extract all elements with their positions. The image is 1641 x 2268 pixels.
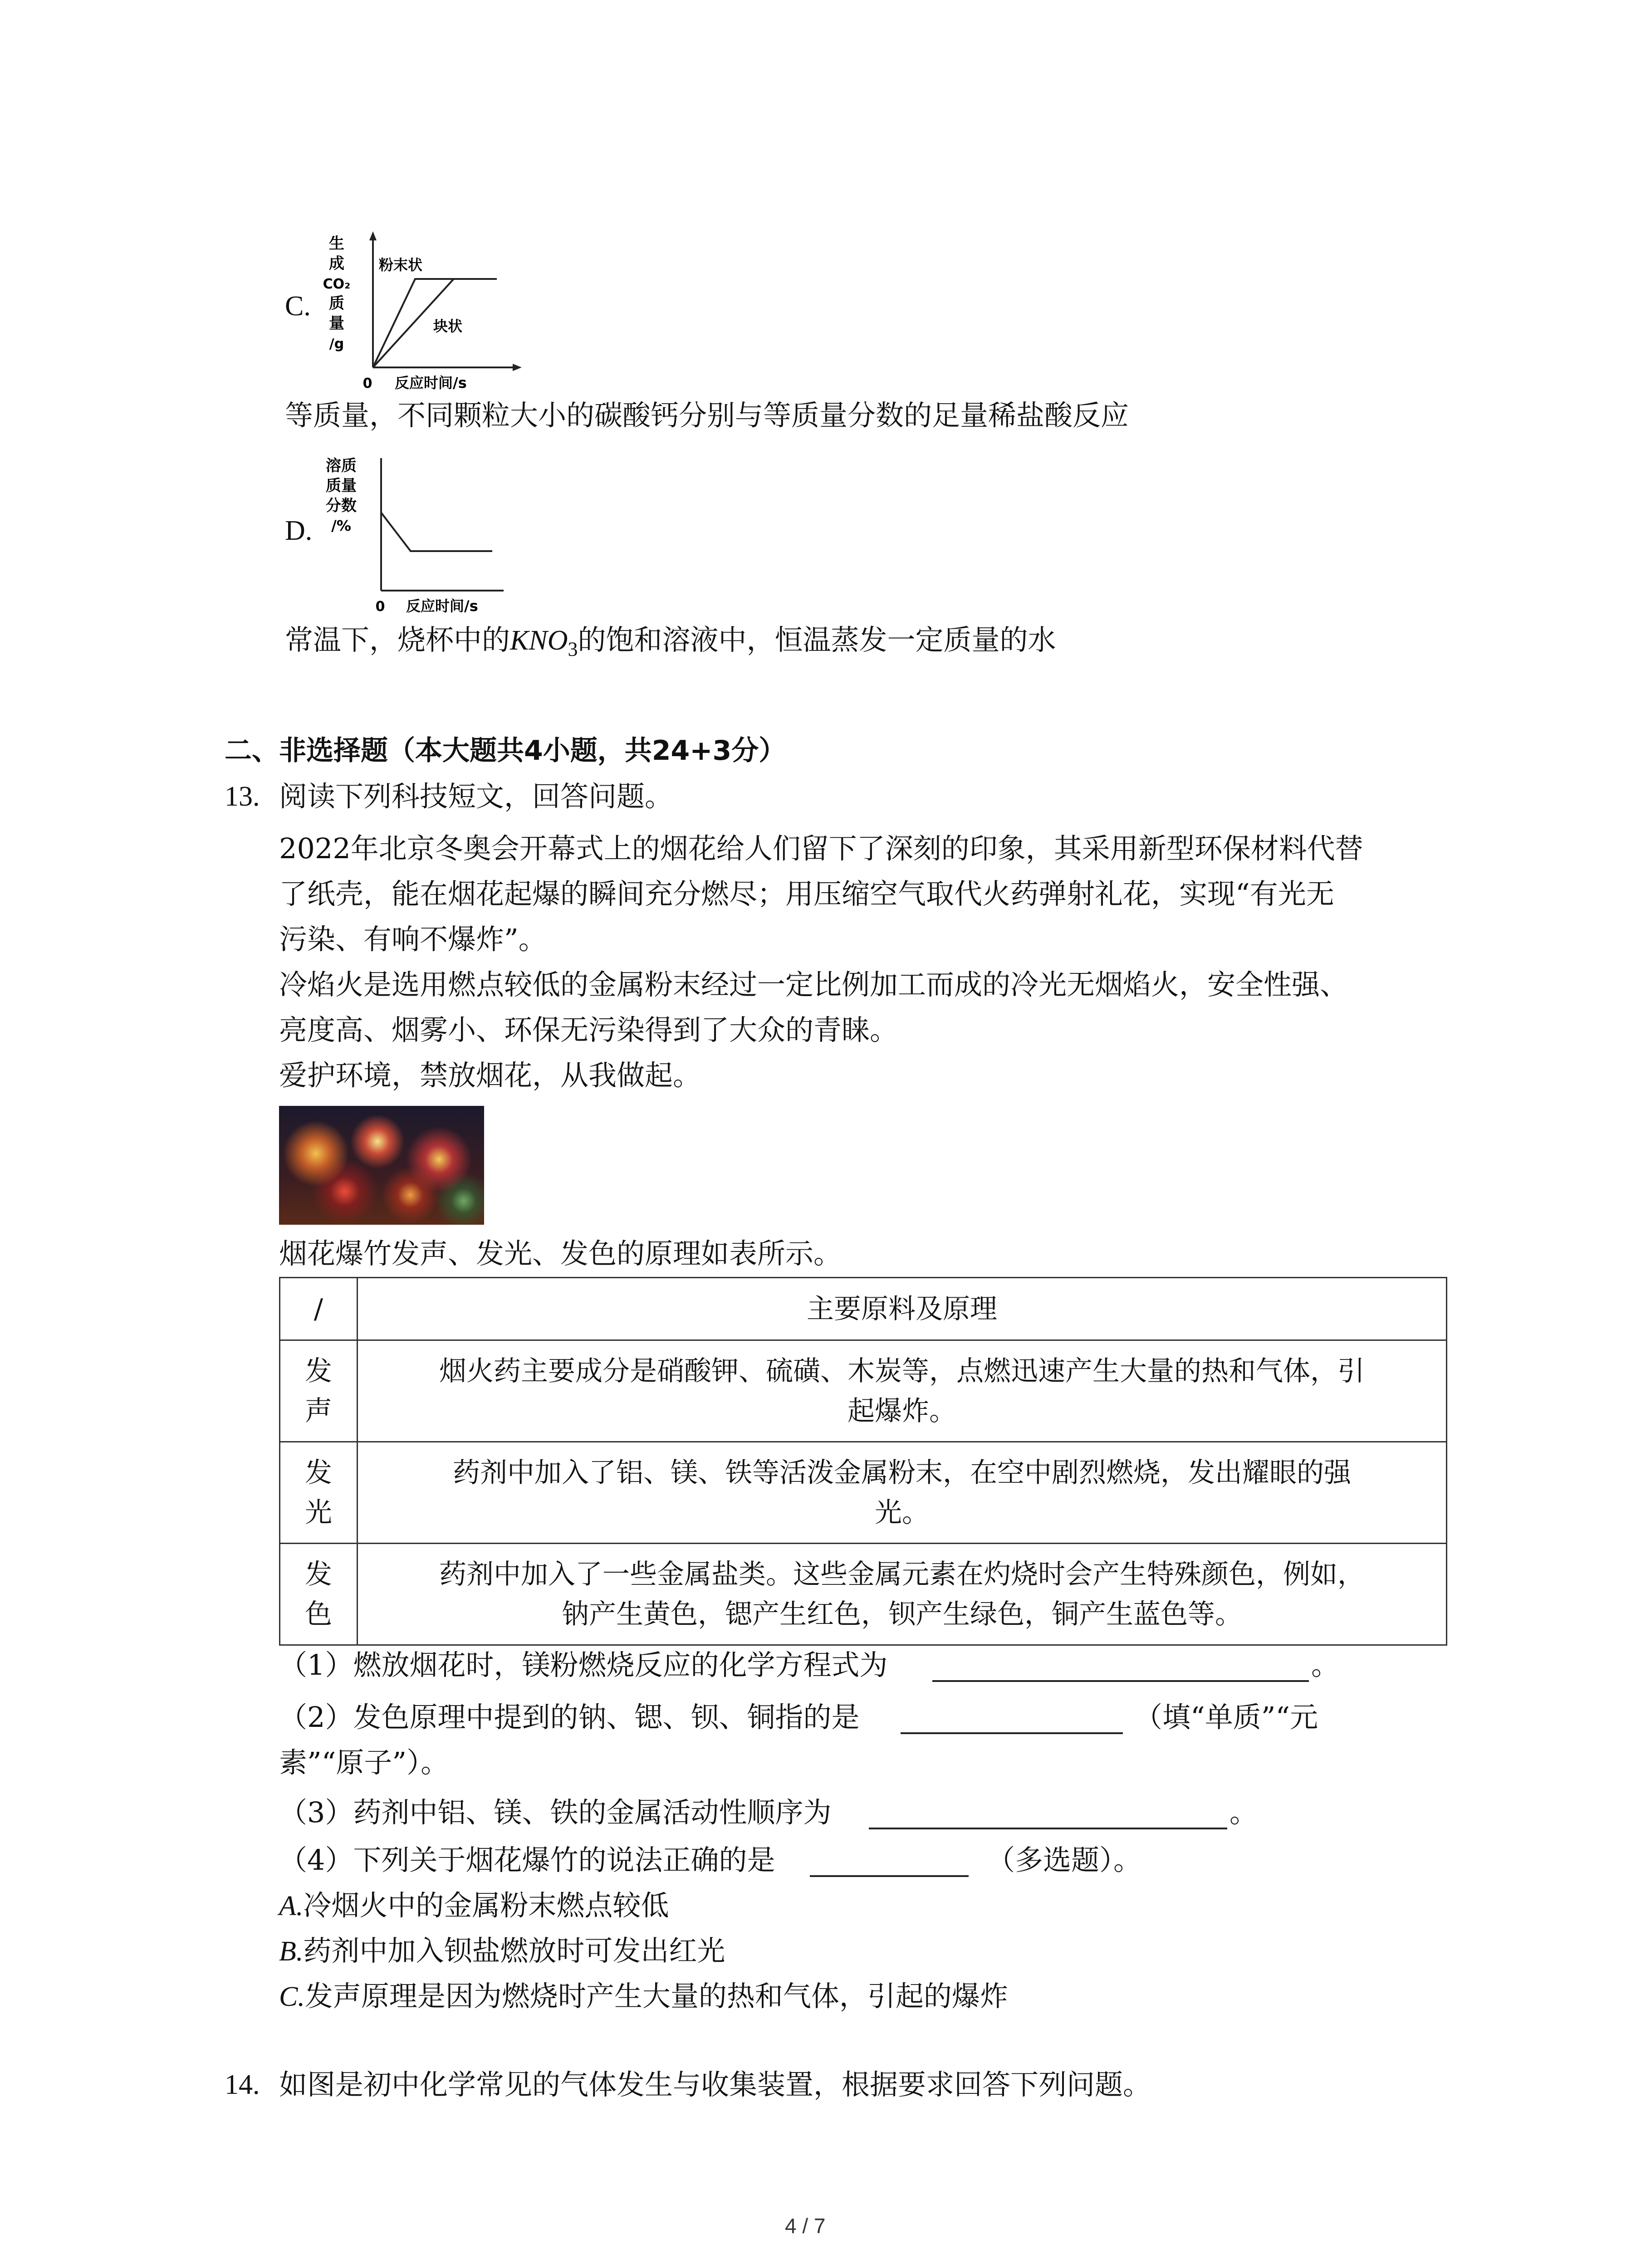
sub-question-3-end: 。 xyxy=(1230,1796,1258,1829)
option-c-label: C. xyxy=(285,291,311,322)
c-x-arrow xyxy=(513,364,522,371)
sub-question-3: （3）药剂中铝、镁、铁的金属活动性顺序为 xyxy=(279,1796,832,1829)
d-ylabel-line: 分数 xyxy=(326,497,357,515)
row-label-char: 发 xyxy=(305,1558,332,1590)
q13-para3: 爱护环境，禁放烟花，从我做起。 xyxy=(279,1059,701,1092)
row-text-line: 烟火药主要成分是硝酸钾、硫磺、木炭等，点燃迅速产生大量的热和气体，引 xyxy=(439,1355,1365,1387)
principle-table xyxy=(279,1277,1447,1646)
row-label xyxy=(280,1340,358,1442)
q14-text: 如图是初中化学常见的气体发生与收集装置，根据要求回答下列问题。 xyxy=(279,2068,1151,2101)
caption-prefix: 常温下，烧杯中的 xyxy=(285,623,510,656)
answer-blank-3[interactable] xyxy=(869,1828,1227,1829)
d-xlabel: 反应时间/s xyxy=(406,597,478,615)
sub-question-1: （1）燃放烟花时，镁粉燃烧反应的化学方程式为 xyxy=(279,1648,888,1681)
sub-question-2-tail: （填“单质”“元 xyxy=(1134,1701,1318,1734)
c-ylabel-line: 质 xyxy=(329,294,344,313)
c-ylabel-line: /g xyxy=(329,336,344,352)
row-text-line: 光。 xyxy=(875,1496,929,1529)
choice-text: 冷烟火中的金属粉末燃点较低 xyxy=(303,1889,669,1922)
d-ylabel-line: 质量 xyxy=(326,477,357,495)
answer-blank-2[interactable] xyxy=(901,1732,1123,1734)
choice-b xyxy=(279,1934,725,1967)
d-ylabel-line: /% xyxy=(331,517,351,534)
d-curve xyxy=(381,513,492,551)
d-origin: 0 xyxy=(375,599,385,615)
c-ylabel-line: 成 xyxy=(329,254,344,273)
row-label xyxy=(280,1544,358,1645)
row-label-char: 声 xyxy=(305,1395,332,1427)
option-d-graph xyxy=(322,449,513,617)
row-text-line: 起爆炸。 xyxy=(847,1395,956,1427)
sub-question-4-tail: （多选题）。 xyxy=(987,1843,1142,1877)
formula-subscript: 3 xyxy=(568,638,578,660)
choice-c xyxy=(279,1982,1008,2011)
table-header-cell: / xyxy=(280,1278,358,1340)
choice-text: 药剂中加入钡盐燃放时可发出红光 xyxy=(303,1934,725,1967)
choice-letter: A. xyxy=(279,1891,304,1921)
page-number: 4 / 7 xyxy=(785,2214,826,2238)
table-header-row xyxy=(280,1278,1447,1340)
q13-para2-line: 亮度高、烟雾小、环保无污染得到了大众的青睐。 xyxy=(279,1013,898,1046)
c-origin: 0 xyxy=(362,376,372,391)
c-curve-label-powder: 粉末状 xyxy=(379,256,423,274)
row-label-char: 发 xyxy=(305,1355,332,1387)
row-text-line: 药剂中加入了一些金属盐类。这些金属元素在灼烧时会产生特殊颜色，例如， xyxy=(439,1558,1365,1590)
q13-para1-line: 污染、有响不爆炸”。 xyxy=(279,923,547,956)
sub-question-4: （4）下列关于烟花爆竹的说法正确的是 xyxy=(279,1843,775,1877)
row-label xyxy=(280,1442,358,1544)
table-row xyxy=(280,1544,1447,1645)
q13-number: 13. xyxy=(225,781,260,812)
q13-para1-line: 2022年北京冬奥会开幕式上的烟花给人们留下了深刻的印象，其采用新型环保材料代替 xyxy=(279,832,1363,865)
fireworks-photo xyxy=(279,1106,484,1225)
row-text xyxy=(358,1544,1447,1645)
option-d-caption xyxy=(285,623,1056,660)
row-label-char: 光 xyxy=(305,1496,332,1529)
section-title: 二、非选择题（本大题共4小题，共24+3分） xyxy=(225,735,786,767)
option-d-label: D. xyxy=(285,515,313,546)
formula-main: KNO xyxy=(510,625,568,656)
choice-a xyxy=(279,1889,669,1922)
row-label-char: 色 xyxy=(305,1598,332,1630)
choice-letter: C. xyxy=(279,1981,305,2012)
option-c-caption: 等质量，不同颗粒大小的碳酸钙分别与等质量分数的足量稀盐酸反应 xyxy=(285,399,1129,432)
row-text-line: 钠产生黄色，锶产生红色，钡产生绿色，铜产生蓝色等。 xyxy=(562,1598,1242,1630)
c-y-arrow xyxy=(369,231,377,240)
option-c-graph xyxy=(322,227,531,395)
kno3-formula xyxy=(510,625,578,660)
row-label-char: 发 xyxy=(305,1457,332,1489)
table-row xyxy=(280,1442,1447,1544)
c-ylabel-line: 生 xyxy=(329,235,344,253)
caption-suffix: 的饱和溶液中，恒温蒸发一定质量的水 xyxy=(578,623,1056,656)
c-xlabel: 反应时间/s xyxy=(395,374,467,391)
c-ylabel-line: CO₂ xyxy=(323,276,351,292)
answer-blank-4[interactable] xyxy=(810,1875,969,1877)
q13-para1-line: 了纸壳，能在烟花起爆的瞬间充分燃尽；用压缩空气取代火药弹射礼花，实现“有光无 xyxy=(279,877,1334,910)
c-curve-label-block: 块状 xyxy=(433,318,463,335)
q13-prompt: 阅读下列科技短文，回答问题。 xyxy=(279,780,673,813)
c-ylabel-line: 量 xyxy=(329,314,344,332)
row-text xyxy=(358,1442,1447,1544)
choice-letter: B. xyxy=(279,1936,304,1967)
table-intro: 烟花爆竹发声、发光、发色的原理如表所示。 xyxy=(279,1237,842,1270)
table-header-cell: 主要原料及原理 xyxy=(358,1278,1447,1340)
sub-question-2: （2）发色原理中提到的钠、锶、钡、铜指的是 xyxy=(279,1701,860,1734)
q13-para2-line: 冷焰火是选用燃点较低的金属粉末经过一定比例加工而成的冷光无烟焰火，安全性强、 xyxy=(279,968,1348,1001)
sub-question-1-end: 。 xyxy=(1311,1648,1340,1681)
table-row xyxy=(280,1340,1447,1442)
row-text-line: 药剂中加入了铝、镁、铁等活泼金属粉末，在空中剧烈燃烧，发出耀眼的强 xyxy=(453,1457,1351,1489)
d-ylabel-line: 溶质 xyxy=(326,457,357,475)
choice-text: 发声原理是因为燃烧时产生大量的热和气体，引起的爆炸 xyxy=(304,1980,1008,2013)
q14-number: 14. xyxy=(225,2069,260,2100)
sub-question-2-line2: 素”“原子”）。 xyxy=(279,1746,449,1779)
answer-blank-1[interactable] xyxy=(932,1680,1309,1682)
row-text xyxy=(358,1340,1447,1442)
